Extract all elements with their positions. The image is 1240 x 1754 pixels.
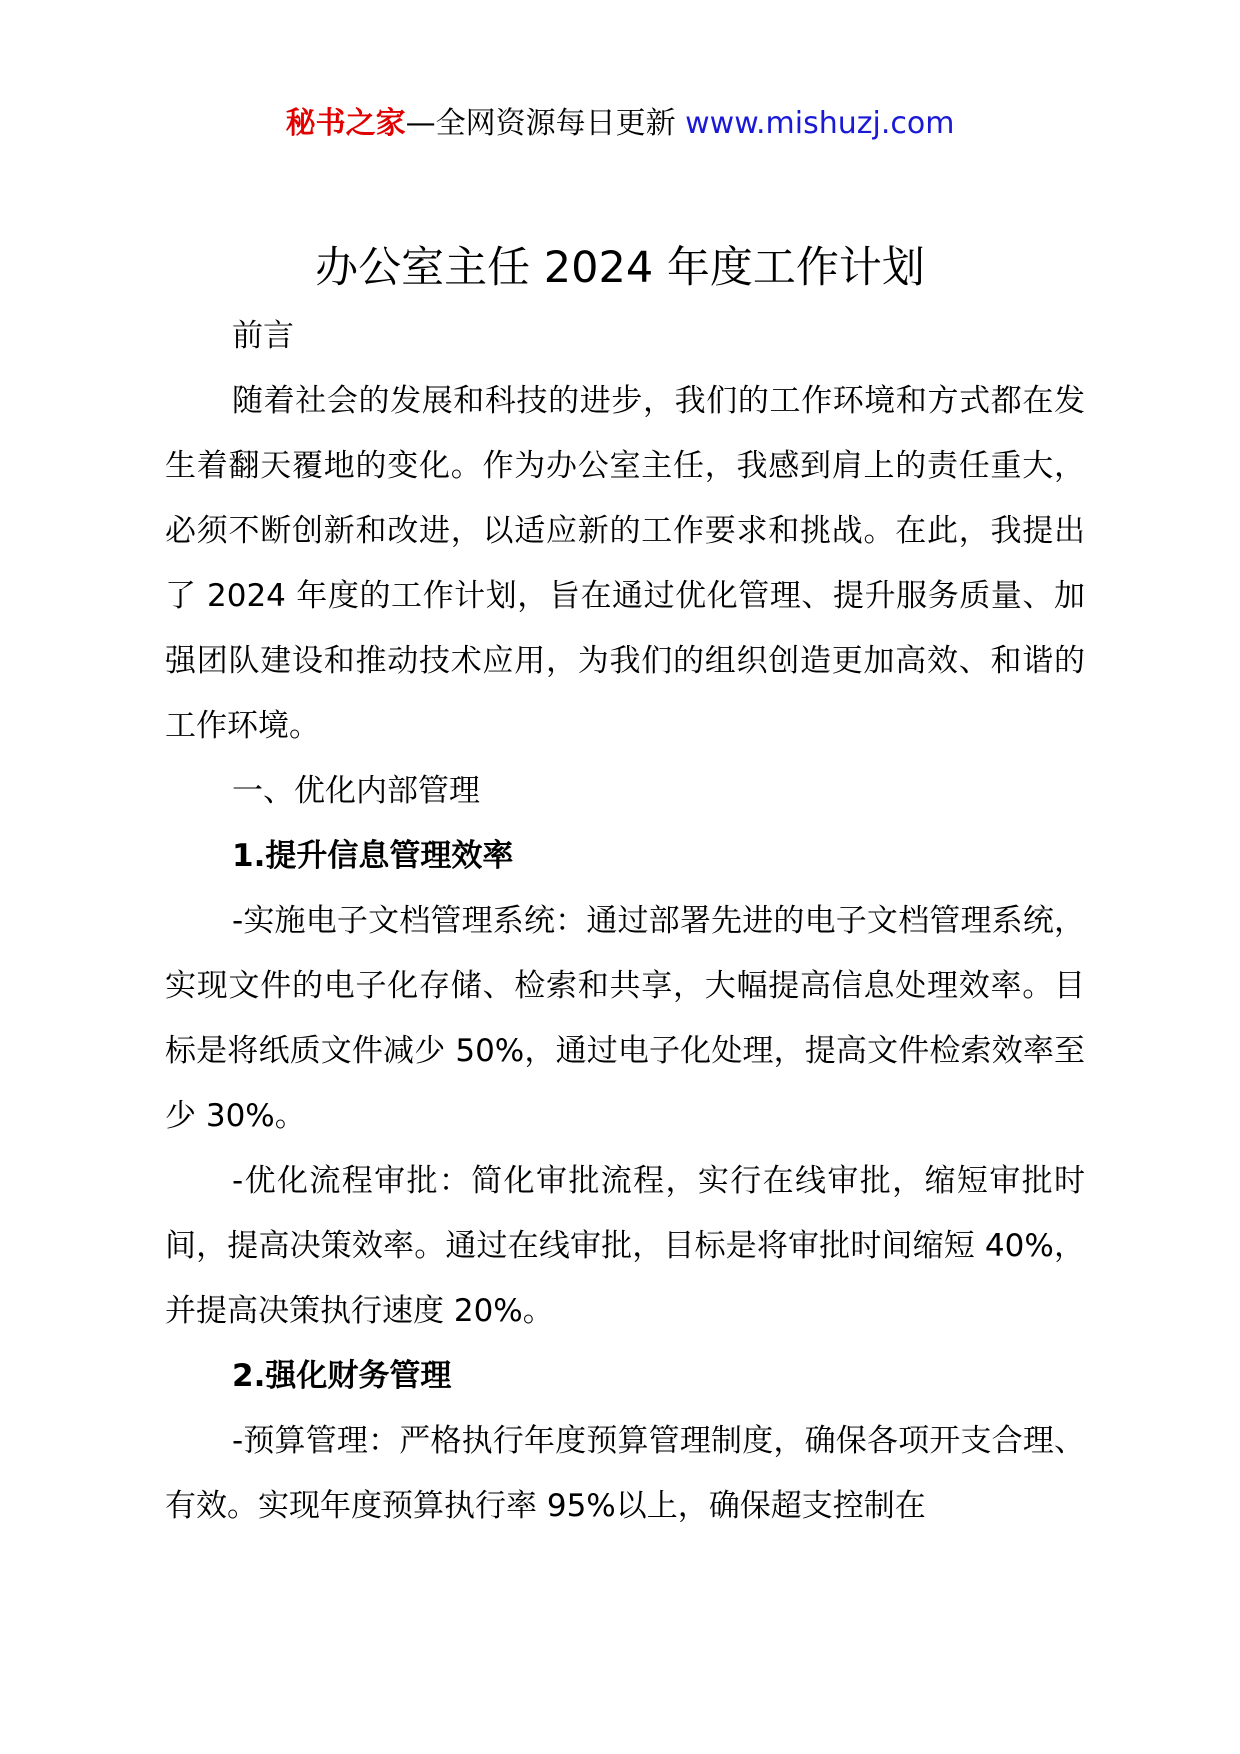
subsection-heading-1-2: 2.强化财务管理 xyxy=(232,1358,452,1394)
paragraph-budget-management: -预算管理：严格执行年度预算管理制度，确保各项开支合理、有效。实现年度预算执行率 95%以上，确保超支控制在 xyxy=(165,1423,1085,1524)
paragraph-document-system: -实施电子文档管理系统：通过部署先进的电子文档管理系统，实现文件的电子化存储、检索和共享，大幅提高信息处理效率。目标是将纸质文件减少 50%，通过电子化处理，提高文件检索效率至少 30%。 xyxy=(165,903,1085,1134)
document-body xyxy=(165,304,1085,1539)
site-header xyxy=(0,100,1240,148)
section-heading-1: 一、优化内部管理 xyxy=(232,773,480,809)
document-title: 办公室主任 2024 年度工作计划 xyxy=(315,243,925,293)
paragraph-preface-body: 随着社会的发展和科技的进步，我们的工作环境和方式都在发生着翻天覆地的变化。作为办公室主任，我感到肩上的责任重大，必须不断创新和改进，以适应新的工作要求和挑战。在此，我提出了 2024 年度的工作计划，旨在通过优化管理、提升服务质量、加强团队建设和推动技术应用，为我们的组织创造更加高效、和谐的工作环境。 xyxy=(165,383,1085,744)
paragraph-preface-heading: 前言 xyxy=(232,318,294,354)
brand-name: 秘书之家 xyxy=(285,106,406,141)
header-tagline: —全网资源每日更新 xyxy=(405,106,686,141)
paragraph-approval-process: -优化流程审批：简化审批流程，实行在线审批，缩短审批时间，提高决策效率。通过在线审批，目标是将审批时间缩短 40%，并提高决策执行速度 20%。 xyxy=(165,1163,1085,1329)
site-url-link[interactable]: www.mishuzj.com xyxy=(685,106,955,141)
subsection-heading-1-1: 1.提升信息管理效率 xyxy=(232,838,514,874)
